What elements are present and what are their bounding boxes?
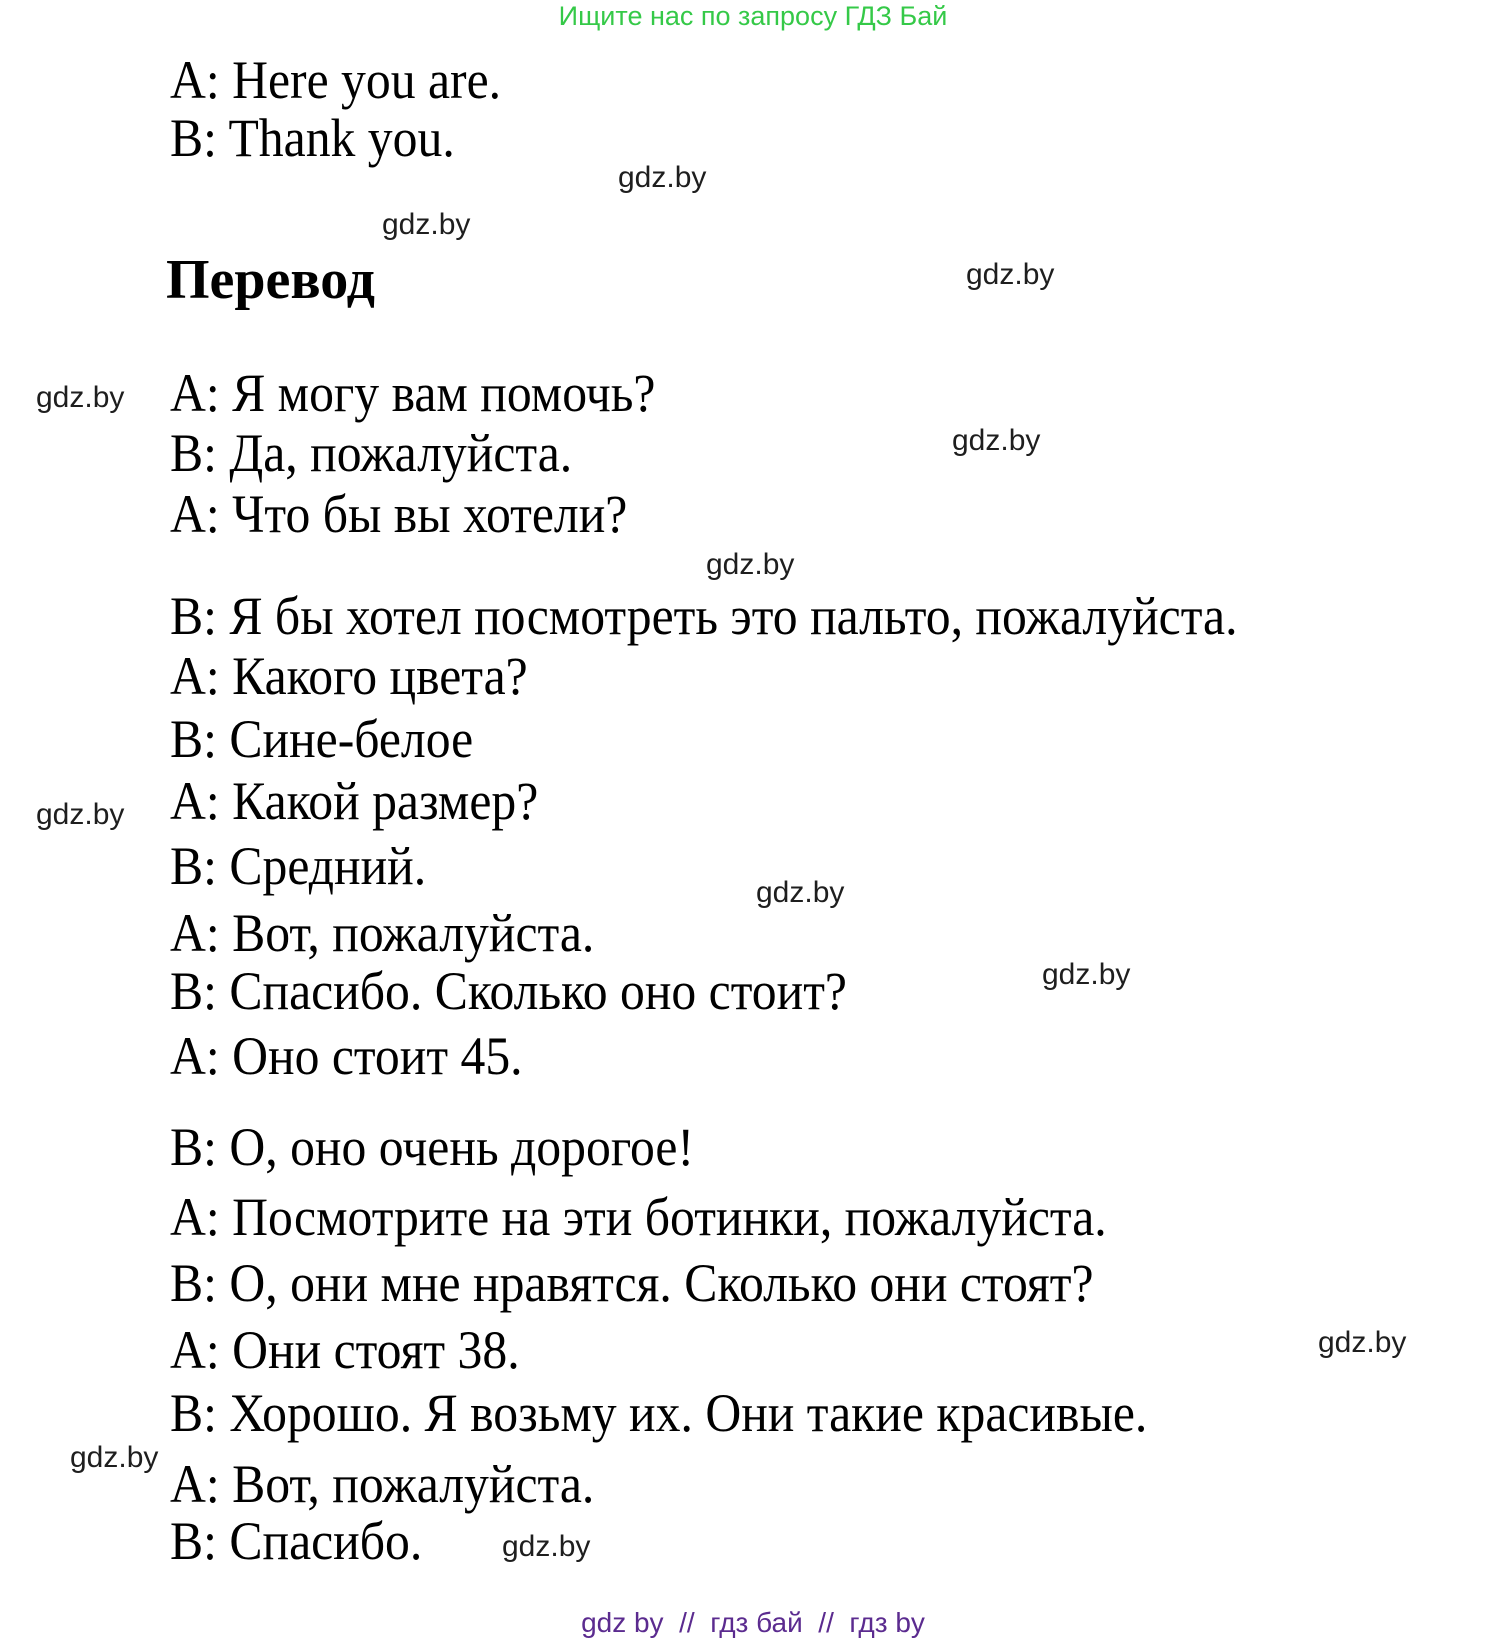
dialogue-line-ru: B: Сине-белое [170, 709, 474, 769]
gdz-watermark: gdz.by [966, 258, 1055, 291]
dialogue-line-ru: A: Какого цвета? [170, 646, 528, 706]
gdz-watermark: gdz.by [952, 424, 1041, 457]
promo-header: Ищите нас по запросу ГДЗ Бай [558, 1, 948, 31]
dialogue-line-ru: B: Средний. [170, 836, 427, 896]
dialogue-line-ru: A: Вот, пожалуйста. [170, 1454, 595, 1514]
dialogue-line-ru: A: Вот, пожалуйста. [170, 903, 595, 963]
section-heading: Перевод [166, 249, 375, 311]
dialogue-line-ru: B: Да, пожалуйста. [170, 423, 573, 483]
dialogue-line-ru: A: Что бы вы хотели? [170, 484, 628, 544]
gdz-watermark: gdz.by [1318, 1326, 1407, 1359]
dialogue-line-ru: B: Хорошо. Я возьму их. Они такие красивые. [170, 1383, 1148, 1443]
dialogue-line-ru: B: Я бы хотел посмотреть это пальто, пожалуйста. [170, 586, 1238, 646]
dialogue-line-ru: B: О, они мне нравятся. Сколько они стоят? [170, 1253, 1094, 1313]
gdz-watermark: gdz.by [36, 381, 125, 414]
gdz-watermark: gdz.by [36, 798, 125, 831]
dialogue-line-ru: B: Спасибо. Сколько оно стоит? [170, 961, 847, 1021]
dialogue-line-ru: A: Они стоят 38. [170, 1320, 520, 1380]
dialogue-line-en: A: Here you are. [170, 50, 502, 110]
dialogue-line-ru: A: Какой размер? [170, 771, 539, 831]
footer-links: gdz by // гдз бай // гдз by [581, 1607, 925, 1638]
dialogue-line-ru: A: Оно стоит 45. [170, 1026, 523, 1086]
gdz-watermark: gdz.by [70, 1441, 159, 1474]
dialogue-line-ru: B: Спасибо. [170, 1511, 423, 1571]
gdz-watermark: gdz.by [1042, 958, 1131, 991]
gdz-watermark: gdz.by [756, 876, 845, 909]
dialogue-line-ru: B: О, оно очень дорогое! [170, 1117, 694, 1177]
dialogue-line-en: B: Thank you. [170, 108, 455, 168]
gdz-watermark: gdz.by [618, 161, 707, 194]
gdz-watermark: gdz.by [382, 208, 471, 241]
gdz-watermark: gdz.by [706, 548, 795, 581]
gdz-watermark: gdz.by [502, 1530, 591, 1563]
dialogue-line-ru: A: Я могу вам помочь? [170, 363, 656, 423]
dialogue-line-ru: A: Посмотрите на эти ботинки, пожалуйста. [170, 1187, 1107, 1247]
